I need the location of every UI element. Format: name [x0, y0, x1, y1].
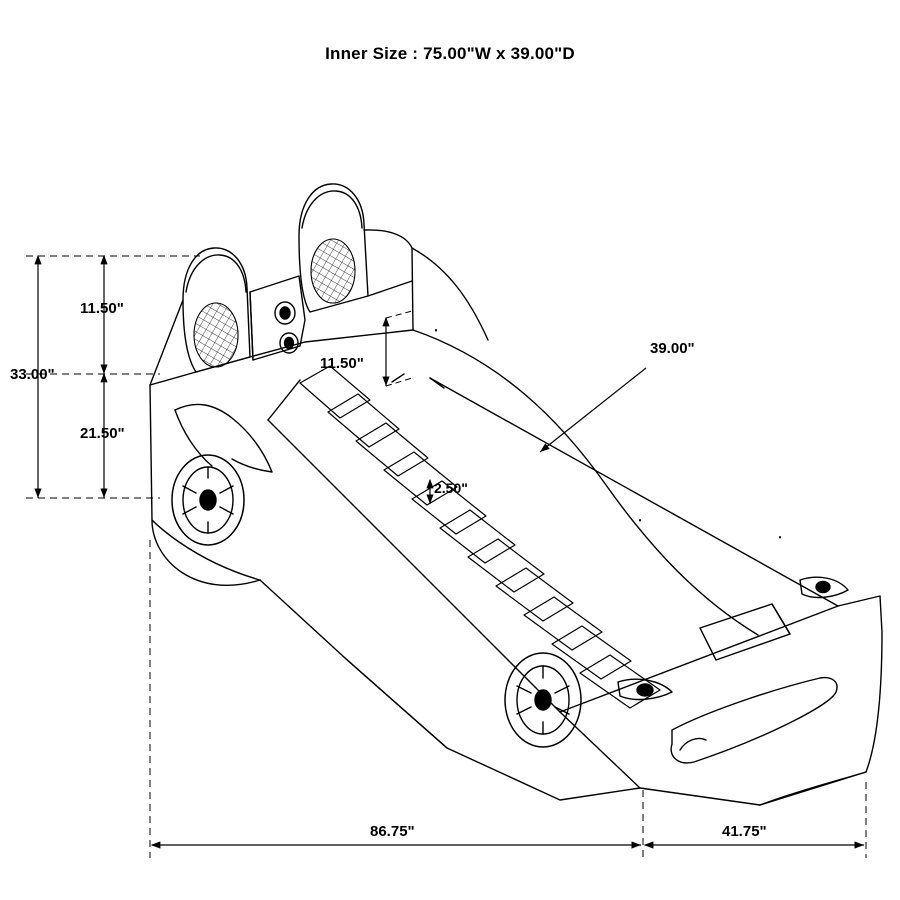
- bed-body-outline: [150, 184, 882, 805]
- dimension-lines: [26, 256, 866, 858]
- page-title: Inner Size : 75.00"W x 39.00"D: [325, 44, 575, 63]
- dim-label-overall-height: 33.00": [10, 366, 55, 383]
- dim-label-tail-length: 41.75": [722, 823, 767, 840]
- dim-label-overall-length: 86.75": [370, 823, 415, 840]
- dim-label-headboard-inner-height: 11.50": [320, 355, 364, 372]
- dim-label-inner-depth: 39.00": [650, 340, 695, 357]
- slat-group: [300, 366, 660, 708]
- leader-39: [540, 368, 646, 452]
- dim-label-deck-height: 21.50": [80, 425, 125, 442]
- dim-label-slat-thickness: 2.50": [434, 480, 468, 496]
- dim-label-headboard-height: 11.50": [80, 300, 124, 317]
